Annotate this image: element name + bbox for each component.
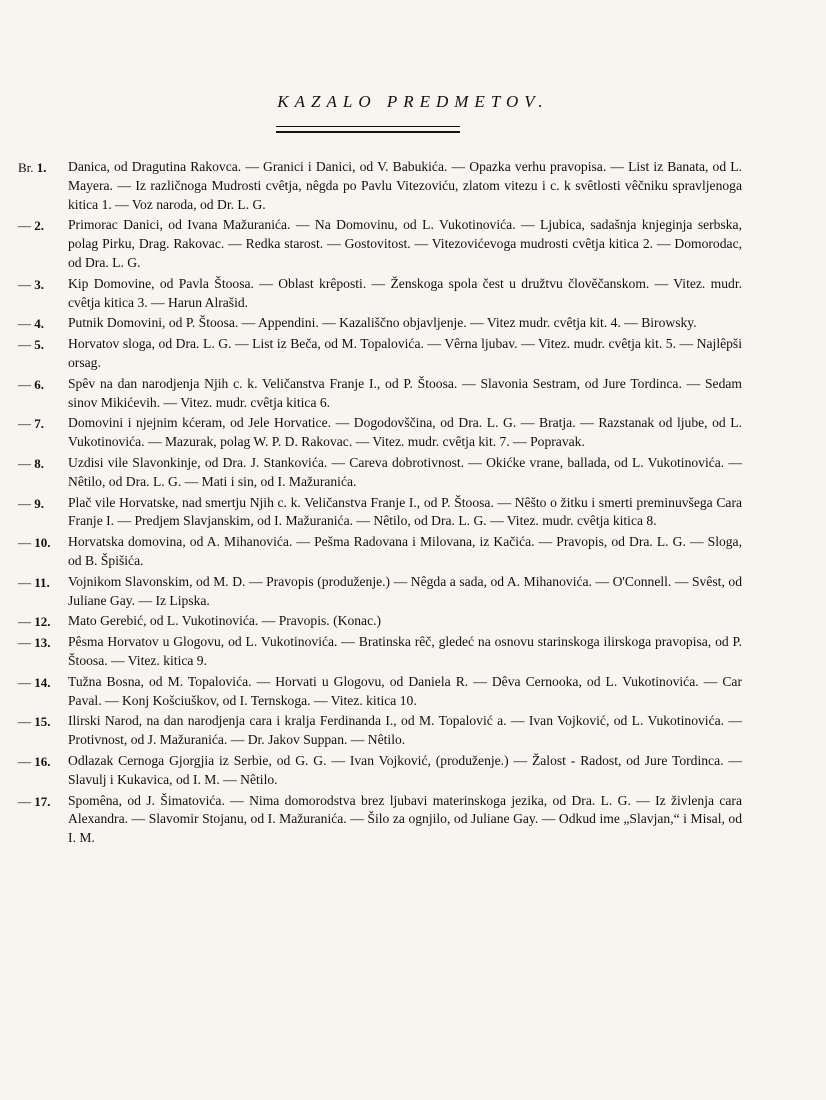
entry-number bbox=[18, 375, 66, 394]
entry-index: 16. bbox=[34, 753, 51, 769]
entry-text: Primorac Danici, od Ivana Mažuranića. — Na Domovinu, od L. Vukotinovića. — Ljubica, sadašnja knjeginja serbska, polag Pirku, Drag. Rakovac. — Redka starost. — Gostovitost. — Vitezovićevoga mudrosti cvêtja kitica 2. — Domorodac, od Dra. L. G. bbox=[68, 217, 742, 270]
entry-text: Horvatov sloga, od Dra. L. G. — List iz Beča, od M. Topalovića. — Vêrna ljubav. — Vitez. mudr. cvêtja kit. 5. — Najlêpši orsag. bbox=[68, 336, 742, 370]
entry-index: 15. bbox=[34, 714, 51, 730]
list-item bbox=[0, 752, 826, 790]
entry-number bbox=[18, 216, 66, 235]
list-item bbox=[0, 454, 826, 492]
entry-index: 4. bbox=[34, 316, 44, 332]
list-item bbox=[0, 712, 826, 750]
entry-text: Uzdisi vile Slavonkinje, od Dra. J. Stankovića. — Careva dobrotivnost. — Okićke vrane, ballada, od L. Vukotinovića. — Nêtilo, od Dra. L. G. — Mati i sin, od I. Mažuranića. bbox=[68, 454, 742, 489]
entry-prefix: — bbox=[18, 276, 31, 292]
entry-index: 12. bbox=[34, 614, 51, 630]
list-item bbox=[0, 375, 826, 413]
list-item bbox=[0, 633, 826, 671]
entry-index: 2. bbox=[34, 218, 44, 234]
list-item bbox=[0, 216, 826, 272]
entry-index: 3. bbox=[34, 276, 44, 292]
entry-index: 17. bbox=[34, 793, 51, 809]
entry-text: Odlazak Cernoga Gjorgjia iz Serbie, od G. G. — Ivan Vojković, (produženje.) — Žalost - Radost, od Jure Tordinca. — Slavulj i Kukavica, od I. M. — Nêtilo. bbox=[68, 752, 742, 787]
entry-text: Domovini i njejnim kćeram, od Jele Horvatice. — Dogodovščina, od Dra. L. G. — Bratja. — Razstanak od ljube, od L. Vukotinovića. — Mazurak, polag W. P. D. Rakovac. — Vitez. mudr. cvêtja kit. 7. — Popravak. bbox=[68, 415, 742, 450]
entry-number bbox=[18, 335, 66, 354]
entry-index: 1. bbox=[36, 160, 47, 175]
list-item bbox=[0, 335, 826, 373]
entry-text: Ilirski Narod, na dan narodjenja cara i kralja Ferdinanda I., od M. Topalović a. — Ivan Vojković, od L. Vukotinovića. — Protivnost, od J. Mažuranića. — Dr. Jakov Suppan. — Nêtilo. bbox=[68, 713, 742, 748]
entry-text: Danica, od Dragutina Rakovca. — Granici i Danici, od V. Babukića. — Opazka verhu pravopisa. — List iz Banata, od L. Mayera. — Iz različnoga Mudrosti cvêtja, nêgda po Pavlu Vitezoviću, zlatom vitezu i c. k svêtlosti vêčniku spravljenoga kitica 1. — Voz naroda, od Dr. L. G. bbox=[68, 159, 742, 212]
entry-number bbox=[18, 673, 66, 692]
entry-text: Spomêna, od J. Šimatovića. — Nima domorodstva brez ljubavi materinskoga jezika, od Dra. L. G. — Iz živlenja cara Alexandra. — Slavomir Stojanu, od I. Mažuranića. — Šilo za ognjilo, od Juliane Gay. — Odkud ime „Slavjan,“ i Misal, od I. M. bbox=[68, 792, 742, 846]
entry-number bbox=[18, 612, 66, 631]
entry-number bbox=[18, 712, 66, 731]
entry-text: Horvatska domovina, od A. Mihanovića. — Pešma Radovana i Milovana, iz Kačića. — Pravopis, od Dra. L. G. — Sloga, od B. Špišića. bbox=[68, 534, 742, 568]
list-item bbox=[0, 792, 826, 848]
entry-text: Tužna Bosna, od M. Topalovića. — Horvati u Glogovu, od Daniela R. — Dêva Cernooka, od L. Vukotinovića. — Car Paval. — Konj Košciuškov, od I. Ternskoga. — Vitez. kitica 10. bbox=[68, 673, 742, 708]
entry-list bbox=[0, 158, 826, 850]
entry-number bbox=[18, 414, 66, 433]
entry-number bbox=[18, 633, 66, 652]
list-item bbox=[0, 414, 826, 452]
entry-prefix: — bbox=[18, 218, 31, 234]
page-title: KAZALO PREDMETOV. bbox=[277, 92, 549, 111]
entry-number bbox=[18, 454, 66, 473]
entry-text: Spêv na dan narodjenja Njih c. k. Veličanstva Franje I., od P. Štoosa. — Slavonia Sestram, od Jure Tordinca. — Sedam sinov Mikićevih. — Vitez. mudr. cvêtja kitica 6. bbox=[68, 375, 742, 410]
list-item bbox=[0, 612, 826, 631]
entry-prefix: Br. bbox=[18, 160, 34, 175]
entry-index: 11. bbox=[34, 574, 50, 590]
entry-index: 8. bbox=[34, 455, 44, 471]
entry-prefix: — bbox=[18, 614, 31, 630]
list-item bbox=[0, 314, 826, 333]
entry-number bbox=[18, 752, 66, 771]
entry-number bbox=[18, 158, 66, 177]
list-item bbox=[0, 158, 826, 214]
entry-prefix: — bbox=[18, 635, 31, 651]
entry-prefix: — bbox=[18, 753, 31, 769]
list-item bbox=[0, 573, 826, 611]
entry-index: 9. bbox=[34, 495, 44, 511]
entry-prefix: — bbox=[18, 574, 31, 590]
entry-prefix: — bbox=[18, 535, 31, 551]
entry-prefix: — bbox=[18, 455, 31, 471]
entry-number bbox=[18, 494, 66, 513]
entry-index: 6. bbox=[34, 376, 44, 392]
list-item bbox=[0, 275, 826, 313]
entry-index: 14. bbox=[34, 674, 51, 690]
entry-prefix: — bbox=[18, 495, 31, 511]
entry-index: 5. bbox=[34, 337, 44, 353]
entry-number bbox=[18, 275, 66, 294]
entry-prefix: — bbox=[18, 416, 31, 432]
entry-text: Mato Gerebić, od L. Vukotinovića. — Pravopis. (Konac.) bbox=[68, 613, 382, 629]
list-item bbox=[0, 494, 826, 532]
entry-prefix: — bbox=[18, 316, 31, 332]
entry-number bbox=[18, 573, 66, 592]
entry-index: 7. bbox=[34, 416, 44, 432]
entry-prefix: — bbox=[18, 337, 31, 353]
entry-text: Vojnikom Slavonskim, od M. D. — Pravopis (produženje.) — Nêgda a sada, od A. Mihanovića. — O'Connell. — Svêst, od Juliane Gay. — Iz Lipska. bbox=[68, 573, 742, 608]
list-item bbox=[0, 673, 826, 711]
entry-text: Putnik Domovini, od P. Štoosa. — Appendini. — Kazališčno objavljenje. — Vitez mudr. cvêtja kit. 4. — Birowsky. bbox=[68, 315, 697, 331]
entry-text: Kip Domovine, od Pavla Štoosa. — Oblast krêposti. — Ženskoga spola čest u družtvu člověčanskom. — Vitez. mudr. cvêtja kitica 3. — Harun Alrašid. bbox=[68, 275, 742, 310]
list-item bbox=[0, 533, 826, 571]
entry-number bbox=[18, 792, 66, 811]
entry-index: 13. bbox=[34, 635, 51, 651]
entry-prefix: — bbox=[18, 793, 31, 809]
entry-prefix: — bbox=[18, 674, 31, 690]
entry-number bbox=[18, 314, 66, 333]
entry-number bbox=[18, 533, 66, 552]
entry-text: Pêsma Horvatov u Glogovu, od L. Vukotinovića. — Bratinska rêč, gledeć na osnovu starinskoga ilirskoga pravopisa, od P. Štoosa. — Vitez. kitica 9. bbox=[68, 634, 742, 668]
entry-index: 10. bbox=[34, 535, 51, 551]
title-rule bbox=[276, 126, 460, 133]
entry-prefix: — bbox=[18, 376, 31, 392]
entry-prefix: — bbox=[18, 714, 31, 730]
entry-text: Plač vile Horvatske, nad smertju Njih c. k. Veličanstva Franje I., od P. Štoosa. — Nêšto o žitku i smerti preminuvšega Cara Franje I. — Predjem Slavjanskim, od I. Mažuranića. — Nêtilo, od Dra. L. G. — Vitez. mudr. cvêtja kitica 8. bbox=[68, 494, 742, 529]
